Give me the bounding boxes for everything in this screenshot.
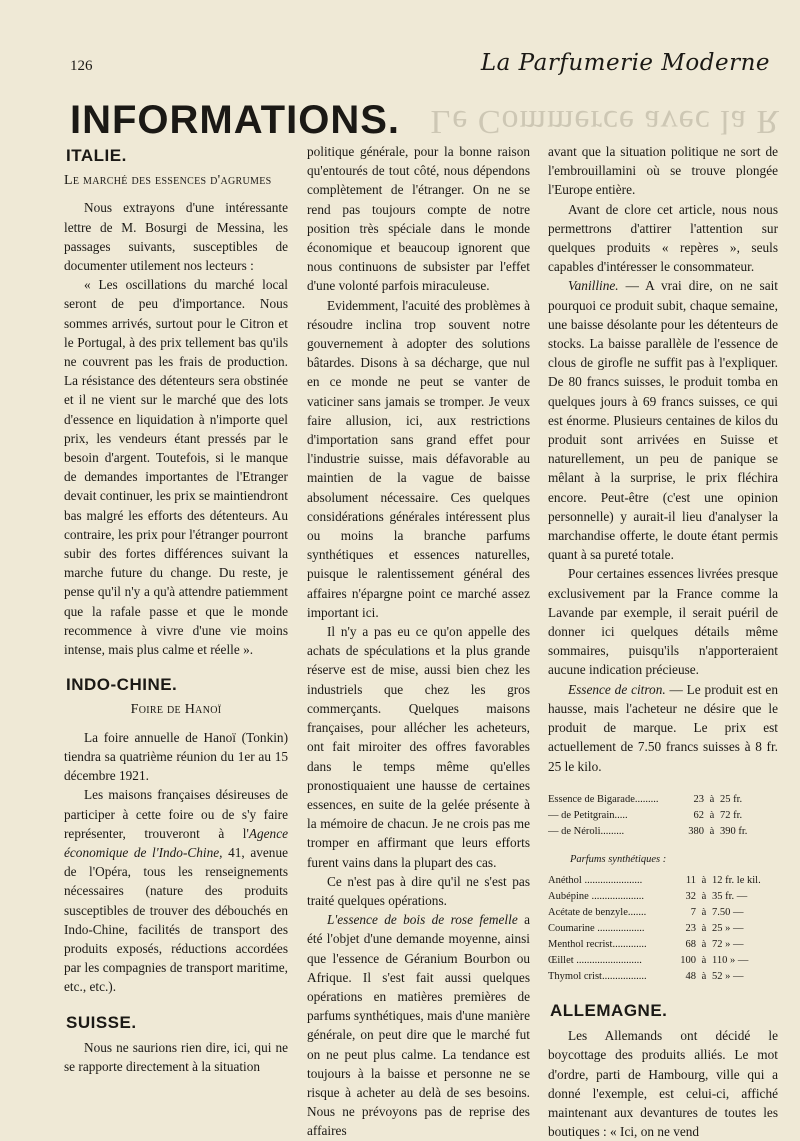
paragraph: politique générale, pour la bonne raison qu'entourés de tout côté, nous dépendons complètement de l'étranger. On ne se rend pas toujours compte de notre position très spéciale dans le monde économique et beaucoup ignorent que nous continuons de subsister par l'effet d'une volonté parfois miraculeuse. [307, 144, 530, 294]
italic-vanilline: Vanilline. [568, 278, 619, 294]
price-row: Œillet ......................... 100 à 110 » — [548, 954, 749, 966]
page-number: 126 [70, 58, 93, 74]
price-row: Essence de Bigarade......... 23 à 25 fr. [548, 793, 743, 805]
page-title: INFORMATIONS. [70, 98, 401, 142]
price-row: — de Petitgrain..... 62 à 72 fr. [548, 809, 743, 821]
italic-citron: Essence de citron. [568, 681, 666, 697]
price-row: Acétate de benzyle....... 7 à 7.50 — [548, 906, 744, 918]
column-1 [64, 142, 288, 1076]
column-3 [548, 142, 778, 1141]
heading-suisse: SUISSE. [66, 1012, 137, 1032]
price-list-synthetics [548, 873, 778, 985]
italic-rose: L'essence de bois de rose femelle [327, 912, 518, 928]
price-list-essences [548, 792, 778, 840]
paragraph: avant que la situation politique ne sort de l'embrouillamini où se trouve plongée l'Europe entière. [548, 144, 778, 198]
synthetic-perfumes-title: Parfums synthétiques : [570, 853, 667, 865]
heading-indochine: INDO-CHINE. [66, 675, 178, 695]
subheading-agrumes: Le marché des essences d'agrumes [64, 173, 272, 189]
paragraph: Les maisons françaises désireuses de participer à cette foire ou de s'y faire représenter, trouveront à l'Agence économique de l'Indo-Chine, 41, avenue de l'Opéra, tous les renseignements nécessaires (nature des produits susceptibles de trouver des débouchés en Indo-Chine, facilités de transport des produits exposés, réductions accordées par les compagnies de transport maritime, etc., etc.). [64, 787, 289, 995]
heading-italie: ITALIE. [66, 146, 127, 165]
paragraph: Les Allemands ont décidé le boycottage des produits alliés. Le mot d'ordre, parti de Hambourg, ville qui a donné l'exemple, est celui-ci, affiché maintenant aux devantures de toutes les boutiques : « Ici, on ne vend [548, 1028, 778, 1140]
price-row: Aubépine .................... 32 à 35 fr. — [548, 890, 748, 902]
paragraph: Avant de clore cet article, nous nous permettrons d'attirer l'attention sur quelques produits « repères », seuls capables d'intéresser le consommateur. [548, 201, 778, 275]
masthead: La Parfumerie Moderne [480, 50, 770, 76]
paragraph: La foire annuelle de Hanoï (Tonkin) tiendra sa quatrième réunion du 1er au 15 décembre 1921. [64, 729, 288, 784]
column-2 [307, 142, 530, 1141]
paragraph: Il n'y a pas eu ce qu'on appelle des achats de spéculations et la plus grande réserve est de mise, aussi bien chez les industriels que chez les gros commerçants. Quelques maisons françaises, pour allécher les acheteurs, ont fait miroiter des offres favorables dans le temps même qu'elles pronostiquaient une hausse de certaines essences, en suite de la gelée présente à la mémoire de chacun. Je ne crois pas me tromper en affirmant que leurs efforts furent vains dans la plupart des cas. [307, 624, 530, 870]
price-row: Thymol crist................. 48 à 52 » — [548, 970, 744, 982]
paragraph: Vanilline. — A vrai dire, on ne sait pourquoi ce produit subit, chaque semaine, une baisse désolante pour les détenteurs de stocks. La baisse parallèle de l'essence de clous de girofle ne suffit pas à l'expliquer. De 80 francs suisses, le produit tomba en quelques jours à 69 francs suisses, ce qui est énorme. Plusieurs centaines de kilos du produit sont arrivées en Suisse et naturellement, un peu de panique se mêlant à la surprise, le prix fléchira encore. Peut-être (c'est une opinion personnelle) y aurait-il lieu d'analyser la marchandise offerte, le doute étant permis quant à sa pureté totale. [548, 278, 778, 563]
paragraph: L'essence de bois de rose femelle a été l'objet d'une demande moyenne, ainsi que l'essence de Géranium Bourbon ou Afrique. Il s'est fait aussi quelques opérations en matières premières de parfums synthétiques, mais d'une manière générale, on peut dire que le marché fut on ne peut plus calme. La tendance est toujours à la baisse et personne ne se risque à acheter au delà de ses besoins. Nous ne prévoyons pas de reprise des affaires [307, 912, 530, 1139]
paragraph: Evidemment, l'acuité des problèmes à résoudre inclina trop souvent notre gouvernement à adopter des solutions bâtardes. Disons à sa décharge, que nul en ce monde ne peut se vanter de vaticiner sans jamais se tromper. Je veux faire allusion, ici, aux restrictions d'importation sans grand effet pour l'industrie suisse, mais défavorable au maintien de la vague de baisse absolument nécessaire. Ces quelques considérations générales intéressent plus ou moins la branche parfums synthétiques et essences naturelles, puisque le ralentissement général des affaires n'épargne point ce marché assez important ici. [307, 297, 530, 620]
italic-agency: Agence économique de l'Indo-Chine, [64, 825, 288, 860]
price-row: Menthol recrist............. 68 à 72 » — [548, 938, 744, 950]
paragraph: Ce n'est pas à dire qu'il ne s'est pas traité quelques opérations. [307, 873, 530, 908]
paragraph: Essence de citron. — Le produit est en hausse, mais l'acheteur ne désire que le produit de marque. Le prix est actuellement de 7.50 francs suisses à 8 fr. 25 le kilo. [548, 681, 778, 774]
paragraph: « Les oscillations du marché local seront de peu d'importance. Nous sommes arrivés, surtout pour le Citron et le Portugal, à des prix tellement bas qu'ils ne couvrent pas les frais de production. La résistance des détenteurs sera obstinée et il ne vient sur le marché que des lots d'essence en liquidation à n'importe quel prix, les vendeurs étant pressés par le besoin d'argent. Toutefois, si le manque de demandes importantes de l'Etranger devait continuer, les prix se maintiendront bas malgré les efforts des détenteurs. Au contraire, les prix pour l'étranger pourront subir des fortes différences suivant la marche future du change. Du reste, je pense qu'il n'y a qu'à attendre patiemment que la rafale passe et que le monde recommence à vivre d'une vie moins intense, mais plus calme et réelle ». [64, 277, 288, 658]
price-row: — de Néroli......... 380 à 390 fr. [548, 825, 748, 837]
price-row: Anéthol ...................... 11 à 12 fr. le kil. [548, 874, 761, 886]
heading-allemagne: ALLEMAGNE. [550, 1000, 668, 1020]
paragraph: Pour certaines essences livrées presque exclusivement par la France comme la Lavande par exemple, il serait puéril de donner ici quelques détails même sommaires, puisqu'ils n'apporteraient aucune indication précieuse. [548, 566, 778, 678]
price-row: Coumarine .................. 23 à 25 » — [548, 922, 744, 934]
paragraph: Nous ne saurions rien dire, ici, qui ne se rapporte directement à la situation [64, 1039, 288, 1074]
subheading-hanoi: Foire de Hanoï [130, 702, 222, 718]
paragraph: Nous extrayons d'une intéressante lettre de M. Bosurgi de Messina, les passages suivants, susceptibles de documenter utilement nos lecteurs : [64, 200, 288, 274]
bleed-through-text: Le Commerce avec la R [430, 103, 780, 140]
